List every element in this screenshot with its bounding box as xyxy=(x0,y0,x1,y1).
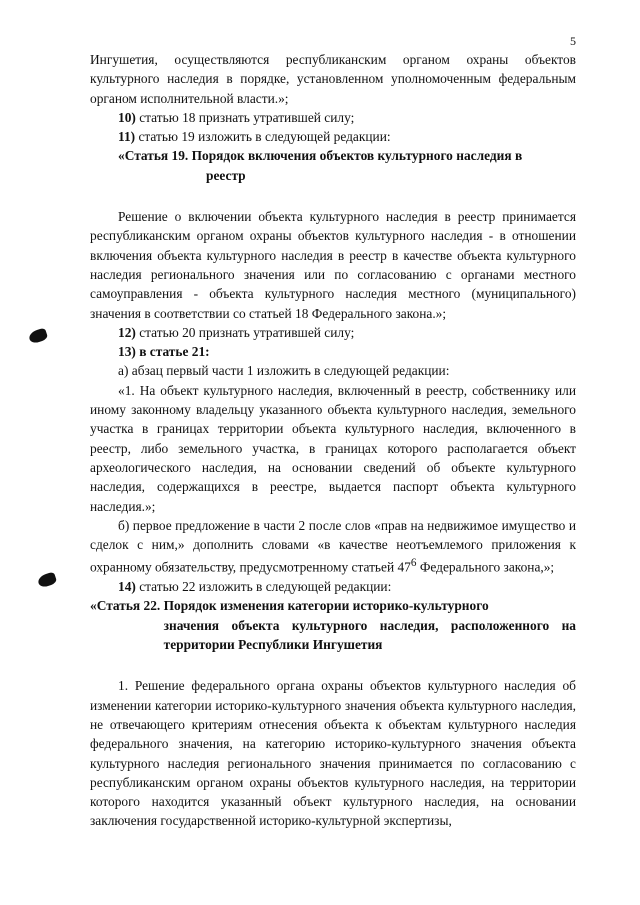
item-number: 14) xyxy=(118,579,136,595)
article-heading xyxy=(90,146,576,185)
list-item xyxy=(90,323,576,342)
heading-body xyxy=(164,596,576,654)
heading-line: Порядок изменения категории историко-культурного xyxy=(163,598,489,614)
item-text: статью 20 признать утратившей силу; xyxy=(135,324,355,340)
paragraph: 1. Решение федерального органа охраны объектов культурного наследия об изменении категории историко-культурного значения объекта культурного наследия, не отвечающего критериям отнесения объекта к объектам культурного наследия федерального значения, на категорию историко-культурного значения объекта культурного наследия регионального значения принимается по согласованию с республиканским органом охраны объектов культурного наследия, на территории которого находится указанный объект культурного наследия, на основании заключения государственной историко-культурной экспертизы, xyxy=(90,678,576,829)
item-text: статью 22 изложить в следующей редакции: xyxy=(135,579,392,595)
paragraph-text: Федерального закона,»; xyxy=(416,559,555,575)
heading-lead: «Статья 22. xyxy=(90,598,164,614)
scan-mark xyxy=(28,328,49,345)
paragraph-text: б) первое предложение в части 2 после слов «прав на недвижимое имущество и сделок с ним,» дополнить словами «в качестве неотъемлемого приложения к охранному обязательству, предусмотренному статьей 47 xyxy=(90,517,576,575)
article-heading xyxy=(90,596,576,654)
paragraph: Решение о включении объекта культурного наследия в реестр принимается республиканским органом охраны объектов культурного наследия - в отношении включения объекта культурного наследия в реестр в качестве объекта культурного наследия регионального значения или по согласованию с органами местного самоуправления - объекта культурного наследия местного (муниципального) значения в соответствии со статьей 18 Федерального закона.»; xyxy=(90,209,576,321)
heading-line: «Статья 19. Порядок включения объектов культурного наследия в xyxy=(118,148,523,164)
superscript: 6 xyxy=(410,557,417,570)
paragraph: Ингушетия, осуществляются республиканским органом охраны объектов культурного наследия в порядке, установленном уполномоченным федеральным органом исполнительной власти.»; xyxy=(90,52,576,106)
list-item xyxy=(90,577,576,596)
item-number: 11) xyxy=(118,129,136,145)
list-item xyxy=(90,108,576,127)
paragraph xyxy=(90,516,576,577)
scan-mark xyxy=(37,572,58,589)
list-item: 13) в статье 21: xyxy=(118,344,210,360)
paragraph: «1. На объект культурного наследия, включенный в реестр, собственнику или иному законному владельцу указанного объекта культурного наследия, земельного участка в границах территории объекта культурного наследия, включенного в реестр, либо земельного участка, в границах которого располагается объект археологического наследия, на основании сведений об объекте культурного наследия, содержащихся в реестре, выдается паспорт объекта культурного наследия.»; xyxy=(90,382,576,514)
item-text: статью 19 изложить в следующей редакции: xyxy=(135,129,391,145)
document-body xyxy=(90,50,576,831)
page-number: 5 xyxy=(570,34,576,48)
heading-line: реестр xyxy=(206,167,246,183)
heading-line: значения объекта культурного наследия, расположенного на территории Республики Ингушетия xyxy=(163,617,576,653)
item-number: 10) xyxy=(118,109,136,125)
list-item xyxy=(90,127,576,146)
item-number: 12) xyxy=(118,324,136,340)
paragraph: а) абзац первый части 1 изложить в следующей редакции: xyxy=(118,363,450,379)
item-text: статью 18 признать утратившей силу; xyxy=(135,109,355,125)
